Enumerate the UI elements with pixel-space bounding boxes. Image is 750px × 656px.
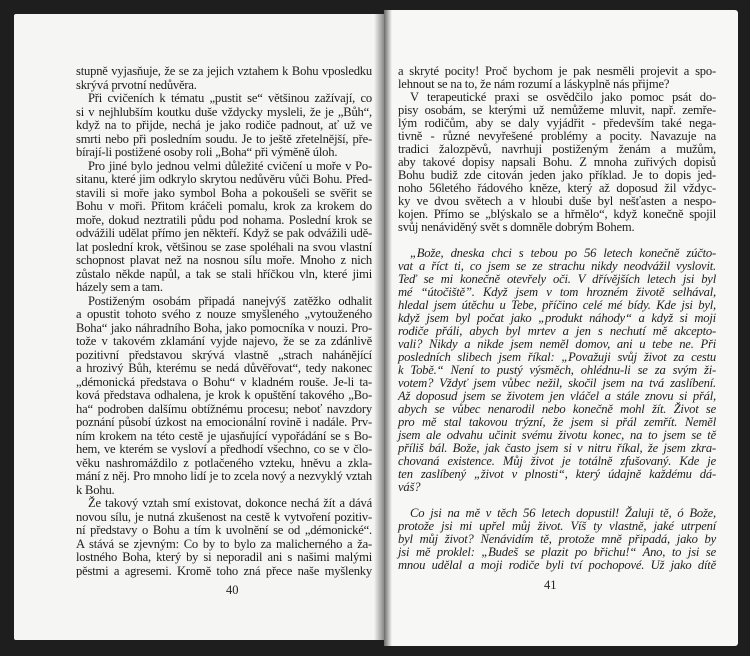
text-line: poznání působí úzkost na emocionální rovině i nadále. Prv- [76,415,372,429]
text-line: stavili si moře jako symbol Boha a pokoušeli se svěřit se [76,185,372,200]
text-line: skrývá prvotní nedůvěra. [76,77,197,92]
text-line: Teď se mi konečně otevřely oči. V dřívějších letech jsi byl [398,272,716,286]
text-line: ky ve dvou světech a v hloubi duše byl nešťasten a nespo- [398,194,716,208]
text-line: ní představy o Bohu a tím k uvolnění se od „démonické“. [76,523,372,537]
text-line: ha“ podroben dalšímu obtížnému procesu; neboť navzdory [76,401,372,416]
text-line: bírají-li postižené osoby roli „Boha“ při výměně úloh. [76,145,338,159]
text-line: lat poslední krok, většinou se zase spoléhali na svou vlastní [76,239,372,254]
text-line: votem? Vždyť jsem vůbec nežil, skočil jsem na tvá zaslíbení. [398,376,716,390]
text-line: a hrozivý Bůh, kterému se nedá důvěřovat“, tedy nakonec [76,361,372,375]
text-line: Bohu v moři. Přitom kráčeli pomalu, krok za krokem do [76,199,372,213]
page-number-right: 41 [544,578,557,592]
text-line: ková představa odhalena, je krok k opuštění takového „Bo- [76,388,372,402]
text-line: a skryté pocity! Proč bychom je pak nesměli projevit a spo- [398,64,716,78]
text-line: posledních slibech jsem říkal: „Považuji svůj život za cestu [398,350,716,364]
text-line: abych se vůbec nenarodil nebo konečně mohl žít. Život se [398,402,716,416]
text-line: smrti nebo při posledním soudu. Je to ještě zřetelnější, pře- [76,131,372,146]
text-line: ním krokem na této cestě je ujasňující vypořádání se s Bo- [76,428,372,443]
text-line: V terapeutické praxi se osvědčilo jako pomoc psát do- [410,90,716,104]
text-line: Až doposud jsem se životem jen vláčel a stále znovu si přál, [398,389,716,403]
text-line: hledal jsem útěchu u Tebe, příčino celé mé bídy. Kde jsi byl, [398,298,716,312]
text-line: když jsem byl počat jako „produkt náhody“ a když si moji [398,311,716,325]
text-line: si v nejhlubším koutku duše vždycky mysleli, že je „Bůh“, [76,104,372,119]
text-line: k Bohu. [76,482,115,497]
text-line: svůj nenáviděný svět s domněle dobrým Bohem. [398,220,635,234]
text-line: zůstalo někde napůl, a tak se stali hříčkou vln, které jimi [76,266,372,281]
text-line: Boha“ jako náhradního Boha, jako pomocníka v nouzi. Pro- [76,320,372,335]
text-line: mnou udělal a moji rodiče byli tví pochopové. Už jako dítě [398,558,716,572]
text-line: stupně vyjasňuje, že se za jejich vztahem k Bohu vposledku [76,64,372,78]
page-number-left: 40 [226,583,239,597]
text-line: hem, ve kterém se vysloví a předhodí všechno, co se v člo- [76,442,372,456]
text-line: Při cvičeních k tématu „pustit se“ většinou zažívají, co [88,91,372,105]
text-line: vali? Nikdy a nikde jsem neměl domov, ani u tebe ne. Při [398,337,716,351]
text-line: tradici žalozpěvů, navrhuji postiženým ženám a mužům, [398,142,716,156]
text-line: k Tobě.“ Není to pustý výsměch, ohlédnu-li se za svým ži- [398,363,716,377]
left-book-page [14,14,386,640]
text-line: když na to přijde, nechá je jako rodiče padnout, ať už ve [76,118,372,132]
text-line: lým rodičům, aby se daly vyjádřit - především také nega- [398,116,716,130]
text-line: sitanu, které jim odkrylo skrytou nedůvěru vůči Bohu. Před- [76,172,372,186]
right-book-page [384,10,738,646]
text-line: lehnout se na to, že nám rozumí a láskyplně nás přijme? [398,77,670,91]
text-line: „démonická představa o Bohu“ v kladném rouše. Je-li ta- [76,374,372,389]
text-line: Co jsi na mě v těch 56 letech dopustil! Žaluji tě, ó Bože, [410,506,716,520]
text-line: odvážili udělat přímo jen někteří. Když se pak odvážili udě- [76,226,372,240]
text-line: byl můj život? Nenávidím tě, protože mně připadá, jako by [398,532,716,546]
text-line: chovaná existence. Můj život je totálně zfušovaný. Kde je [398,454,716,468]
text-line: novou sílu, je nutná zkušenost na cestě k vytvoření pozitiv- [76,509,372,524]
text-line: jsi mě proklel: „Budeš se plazit po břichu!“ Ano, to jsi se [398,545,716,559]
text-line: Že takový vztah smí existovat, dokonce nechá žít a dává [88,496,372,510]
text-line: věku nashromáždilo z potlačeného vzteku, hněvu a zkla- [76,455,372,470]
text-line: aby takové dopisy napsali Bohu. Z mnoha zuřivých dopisů [398,155,716,169]
text-line: jsem ale odvahu učinit svému životu konec, na to jsem se tě [398,428,716,442]
text-line: protože jsi mi upřel můj život. Víš ty vlastně, jaké utrpení [398,519,716,533]
text-line: pisy osobám, se kterými už nemůžeme mluvit, např. zemře- [398,103,716,117]
left-page-text [14,14,386,640]
text-line: noho 56letého řádového kněze, který až doposud žil vždyc- [398,181,716,195]
right-page-text [384,10,738,646]
text-line: Bohu budiž zde citován jeden jako příklad. Je to dopis jed- [398,168,716,182]
text-line: Postiženým osobám připadá nanejvýš zatěžko odhalit [88,293,372,308]
text-line: pozitivní představou skrývá vlastně „strach nahánějící [76,347,372,362]
text-line: schopnost plavat než na nosnou sílu moře. Mnoho z nich [76,253,372,267]
text-line: házely sem a tam. [76,280,163,294]
text-line: pro mě stal takovou trýzní, že jsem si přál zemřít. Neměl [398,415,716,429]
text-line: mé “útočiště”. Když jsem v tom hrozném životě selhával, [398,285,716,299]
text-line: a opustit tohoto svého z nouze smyšleného „vytouženého [76,307,372,321]
text-line: tože v takovém zklamání vyjde najevo, že se za zdánlivě [76,334,372,348]
text-line: vat a říct ti, co jsem se ze strachu nikdy neodvážil vyslovit. [398,259,716,273]
text-line: moře, dokud neztratili půdu pod nohama. Poslední krok se [76,212,372,227]
text-line: mání z něj. Pro mnoho lidí je to zcela nový a nezvyklý vztah [76,469,372,483]
text-line: „Bože, dneska chci s tebou po 56 letech konečně zúčto- [410,246,716,260]
text-line: pěstmi a agresemi. Kromě toho zná přece naše myšlenky [76,563,372,578]
text-line: tivně - různé nevyřešené problémy a pocity. Navazuje na [398,129,716,143]
text-line: A stává se zjevným: Co by to bylo za malicherného a ža- [76,536,372,551]
text-line: příliš bál. Bože, jak často jsem si v nitru říkal, že jsem zkra- [398,441,716,455]
text-line: kojen. Přímo se „blýskalo se a hřmělo“, když konečně spojil [398,207,716,221]
text-line: váš? [398,480,421,494]
text-line: ten zaslíbený „život v plnosti“, který údajně každému dá- [398,467,716,481]
text-line: rodiče přáli, abych byl mrtev a jen s nechutí mě akcepto- [398,324,716,338]
text-line: Pro jiné bylo jednou velmi důležité cvičení u moře v Po- [88,158,372,173]
text-line: lostného Boha, který by si neporadil ani s našimi malými [76,550,372,564]
